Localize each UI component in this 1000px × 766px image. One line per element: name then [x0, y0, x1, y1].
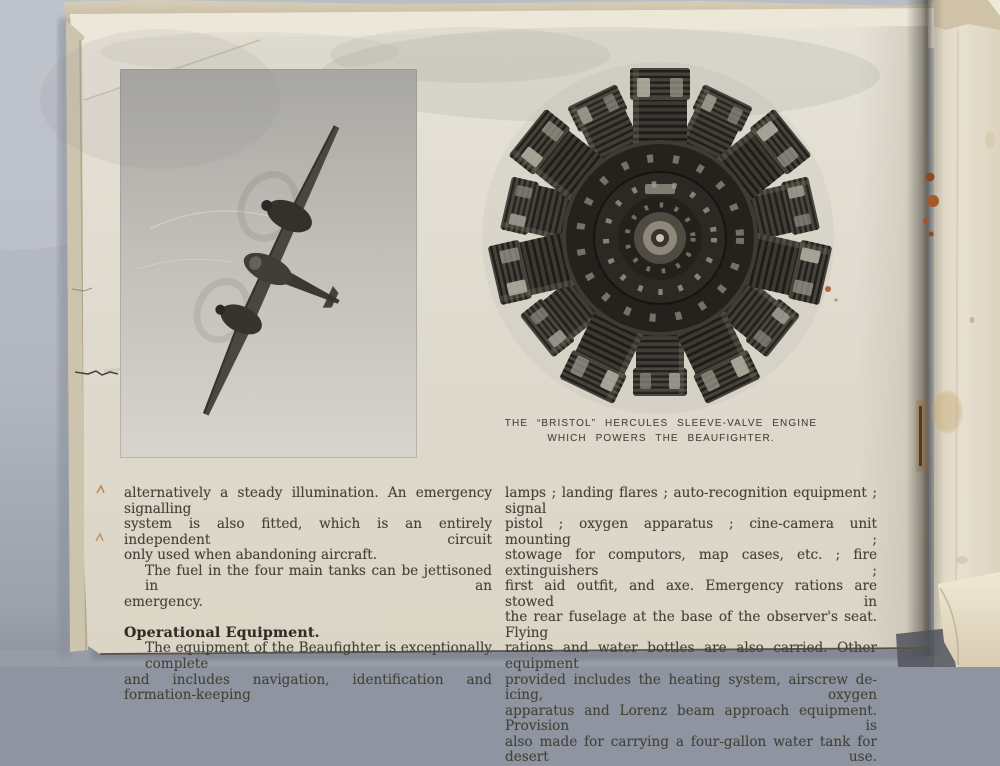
foxing-spot — [970, 317, 975, 323]
text-line: provided includes the heating system, airscrew de-icing, oxygen — [505, 671, 877, 704]
text-column-left — [124, 486, 492, 704]
text-line — [124, 610, 492, 626]
spine-gutter — [906, 0, 944, 656]
text-line: emergency. — [124, 593, 203, 610]
text-line: lamps ; landing flares ; auto-recognition equipment ; signal — [505, 485, 877, 517]
engine-illustration — [488, 68, 833, 404]
text-line: first aid outfit, and axe. Emergency rations are stowed in — [505, 578, 877, 610]
rust-spot — [923, 218, 929, 224]
rust-spot — [929, 232, 934, 237]
rust-spot — [927, 195, 939, 207]
section-heading: Operational Equipment. — [124, 624, 320, 641]
tan-stain — [932, 391, 962, 433]
nameplate — [645, 184, 675, 194]
hercules-engine-photo — [488, 66, 832, 410]
text-line: and includes navigation, identification and formation-keeping — [124, 671, 492, 704]
text-line: rations and water bottles are also carried. Other equipment — [505, 640, 877, 673]
staple — [919, 406, 922, 466]
beaufighter-flight-photo — [120, 69, 417, 458]
text-line: alternatively a steady illumination. An emergency signalling — [124, 485, 492, 517]
caption-line-2: WHICH POWERS THE BEAUFIGHTER. — [547, 433, 775, 444]
caption-line-1: THE “BRISTOL” HERCULES SLEEVE-VALVE ENGINE — [504, 418, 818, 429]
text-line: pistol ; oxygen apparatus ; cine-camera unit mounting ; — [505, 516, 877, 548]
text-line: also made for carrying a four-gallon water tank for desert use. — [505, 733, 877, 766]
text-line: The fuel in the four main tanks can be jettisoned in an — [145, 562, 492, 595]
foxing-spot — [956, 556, 968, 564]
text-line: stowage for computors, map cases, etc. ; fire extinguishers ; — [505, 547, 877, 579]
text-column-right — [505, 486, 877, 766]
text-line: only used when abandoning aircraft. — [124, 547, 378, 564]
rust-spot — [835, 299, 838, 302]
text-line: The equipment of the Beaufighter is exceptionally complete — [145, 640, 492, 673]
text-line: the rear fuselage at the base of the observer's seat. Flying — [505, 609, 877, 641]
propeller-shaft — [656, 234, 664, 242]
engine-photo-caption — [500, 416, 822, 446]
text-line: apparatus and Lorenz beam approach equipment. Provision is — [505, 702, 877, 735]
foxing-spot — [985, 132, 995, 148]
photo-vignette — [40, 29, 280, 169]
text-line: system is also fitted, which is an entirely independent circuit — [124, 516, 492, 548]
rust-spot — [926, 173, 935, 182]
